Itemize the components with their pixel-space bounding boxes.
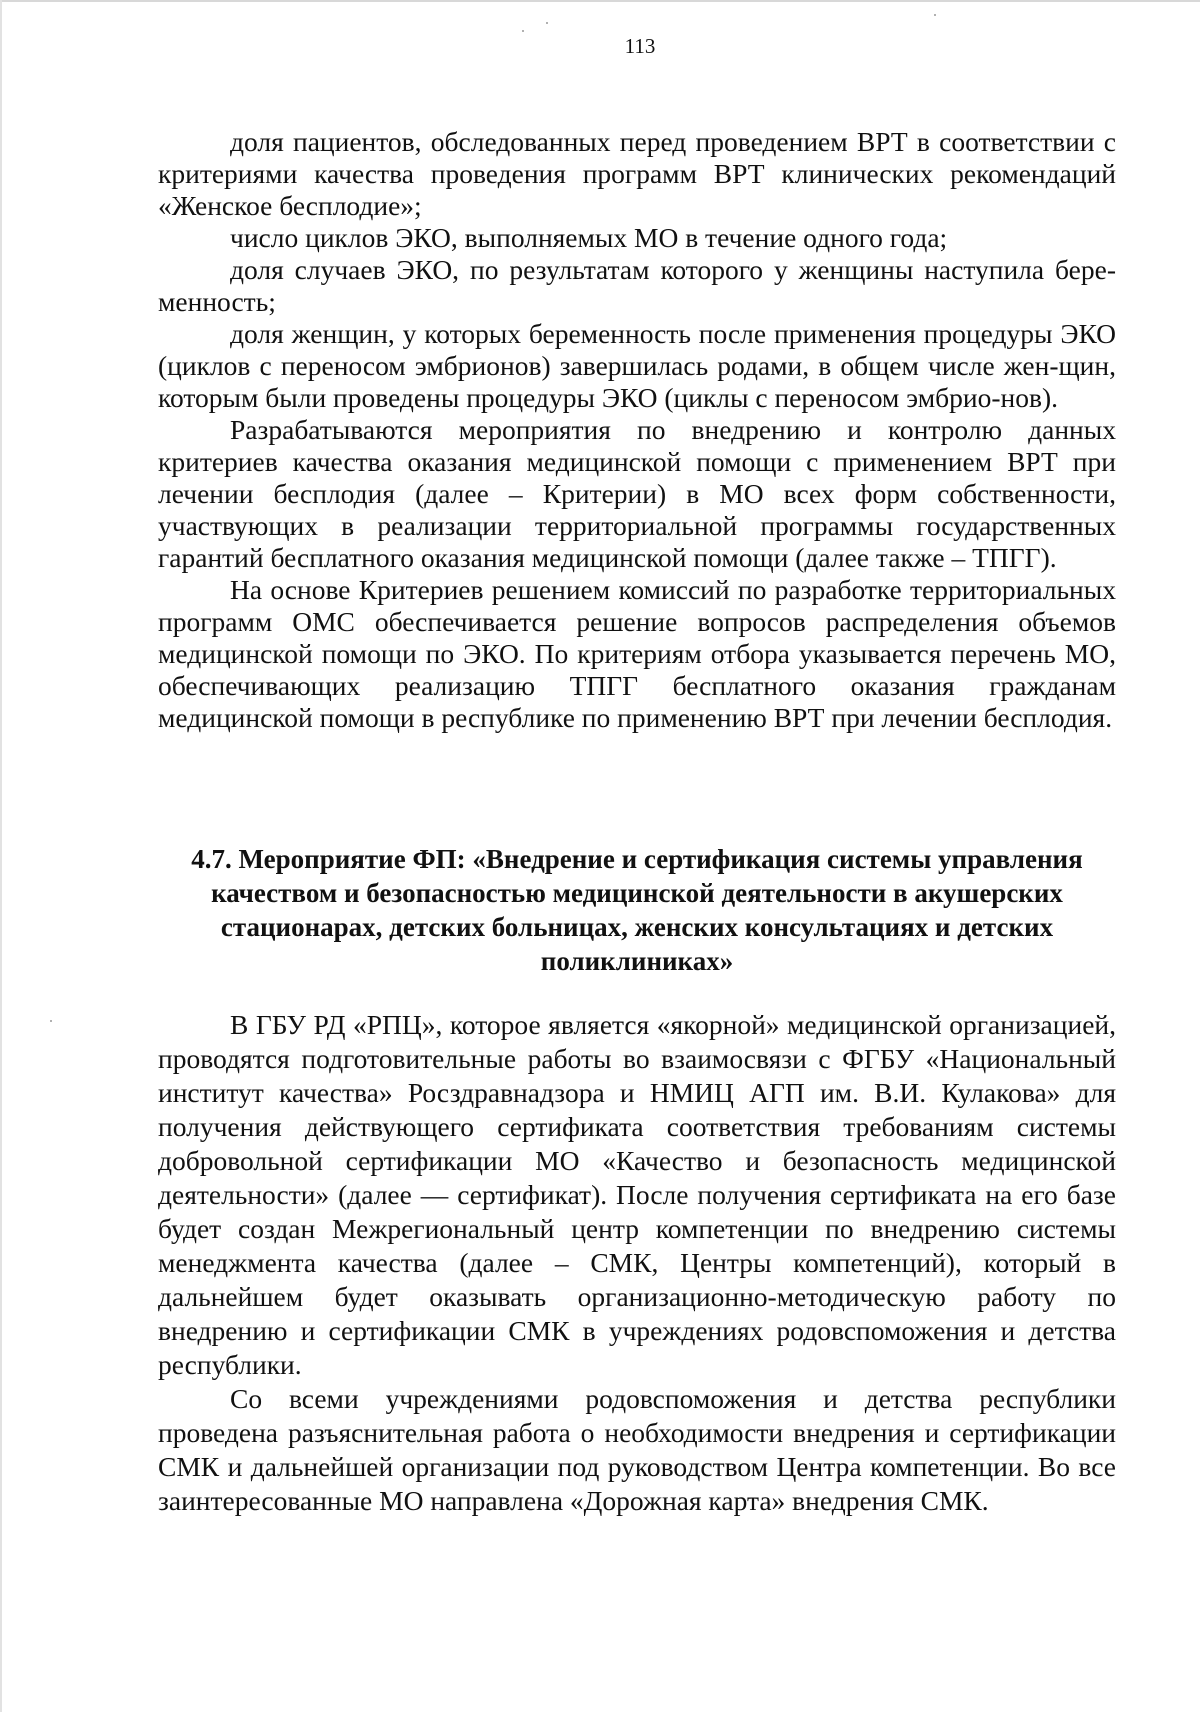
body-text-top — [158, 126, 1116, 734]
scan-speck — [546, 22, 548, 24]
scan-edge-top — [0, 0, 1200, 2]
body-text-bottom — [158, 1008, 1116, 1518]
scan-speck — [934, 14, 936, 16]
scan-speck — [522, 30, 524, 32]
paragraph: На основе Критериев решением комиссий по разработке территориальных программ ОМС обеспечивается решение вопросов распределения объемов медицинской помощи по ЭКО. По критериям отбора указывается перечень МО, обеспечивающих реализацию ТПГГ бесплатного оказания гражданам медицинской помощи в республике по применению ВРТ при лечении бесплодия. — [158, 574, 1116, 733]
paragraph: число циклов ЭКО, выполняемых МО в течение одного года; — [230, 222, 948, 253]
paragraph: доля пациентов, обследованных перед проведением ВРТ в соответствии с критериями качества проведения программ ВРТ клинических рекомендаций «Женское бесплодие»; — [158, 126, 1116, 221]
section-heading: 4.7. Мероприятие ФП: «Внедрение и сертификация системы управления качеством и безопасностью медицинской деятельности в акушерских стационарах, детских больницах, женских консультациях и детских поликлиниках» — [191, 844, 1083, 976]
page-number: 113 — [624, 34, 656, 58]
paragraph: В ГБУ РД «РПЦ», которое является «якорной» медицинской организацией, проводятся подготовительные работы во взаимосвязи с ФГБУ «Национальный институт качества» Росздравнадзора и НМИЦ АГП им. В.И. Кулакова» для получения действующего сертификата соответствия требованиям системы добровольной сертификации МО «Качество и безопасность медицинской деятельности» (далее — сертификат). После получения сертификата на его базе будет создан Межрегиональный центр компетенции по внедрению системы менеджмента качества (далее – СМК, Центры компетенций), который в дальнейшем будет оказывать организационно-методическую работу по внедрению и сертификации СМК в учреждениях родовспоможения и детства республики. — [158, 1009, 1116, 1380]
paragraph: Со всеми учреждениями родовспоможения и детства республики проведена разъяснительная работа о необходимости внедрения и сертификации СМК и дальнейшей организации под руководством Центра компетенции. Во все заинтересованные МО направлена «Дорожная карта» внедрения СМК. — [158, 1383, 1116, 1516]
scan-edge-left — [0, 0, 2, 1712]
paragraph: Разрабатываются мероприятия по внедрению и контролю данных критериев качества оказания медицинской помощи с применением ВРТ при лечении бесплодия (далее – Критерии) в МО всех форм собственности, участвующих в реализации территориальной программы государственных гарантий бесплатного оказания медицинской помощи (далее также – ТПГГ). — [158, 414, 1116, 573]
scan-speck — [50, 1020, 52, 1022]
paragraph: доля случаев ЭКО, по результатам которого у женщины наступила бере-менность; — [158, 254, 1116, 317]
paragraph: доля женщин, у которых беременность после применения процедуры ЭКО (циклов с переносом эмбрионов) завершилась родами, в общем числе жен-щин, которым были проведены процедуры ЭКО (циклы с переносом эмбрио-нов). — [158, 318, 1116, 413]
